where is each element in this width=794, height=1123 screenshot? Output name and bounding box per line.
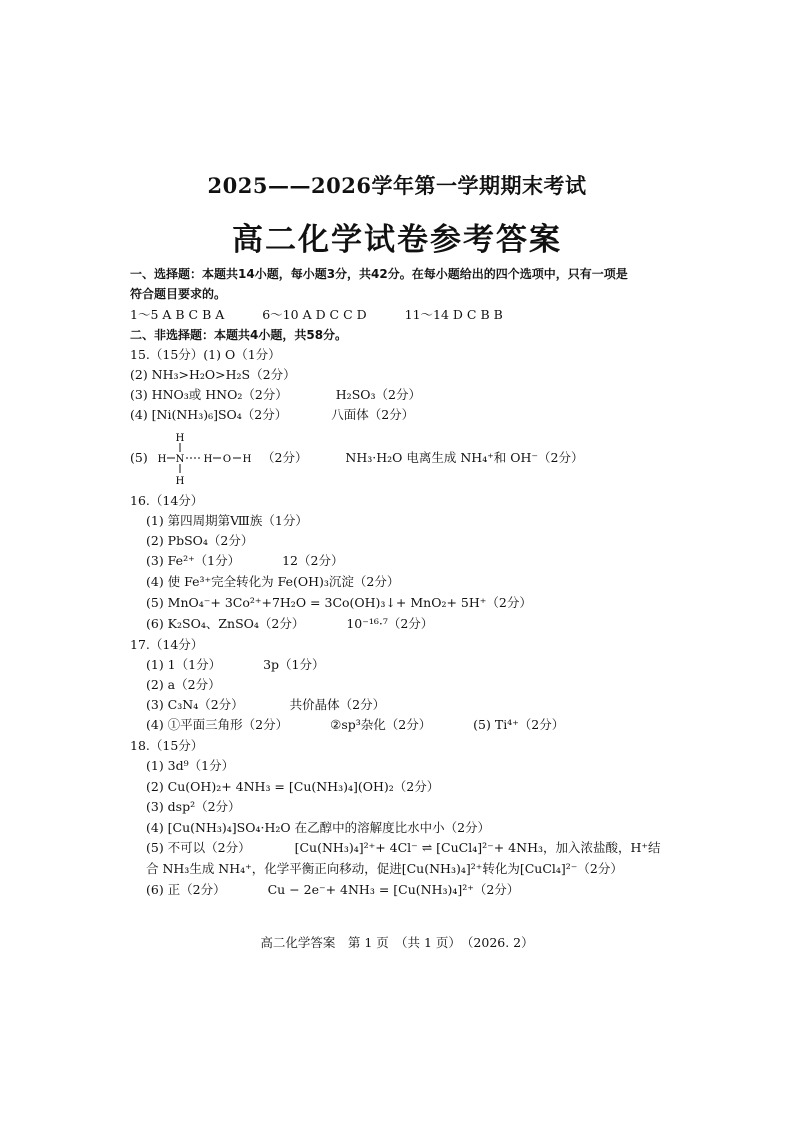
q18-line5-a: (5) 不可以（2分） (146, 840, 251, 855)
section1-heading-line2: 符合题目要求的。 (130, 287, 227, 301)
struct-o: O (222, 454, 232, 465)
struct-h-right: H (242, 454, 252, 465)
q16-head: 16.（14分） (130, 493, 204, 508)
q15-head: 15.（15分）(1) O（1分） (130, 347, 281, 362)
q16-line3-b: 12（2分） (282, 553, 344, 568)
q16-line3 (146, 553, 343, 569)
q16-line3-a: (3) Fe²⁺（1分） (146, 553, 241, 568)
choice-answers-6-10: 6～10 A D C C D (262, 307, 367, 322)
q15-line5-text: NH₃·H₂O 电离生成 NH₄⁺和 OH⁻（2分） (345, 450, 584, 465)
struct-h-top: H (175, 433, 185, 444)
q16-line6-b: 10⁻¹⁶·⁷（2分） (346, 616, 434, 631)
q17-line1 (146, 657, 324, 673)
q18-line4: (4) [Cu(NH₃)₄]SO₄·H₂O 在乙醇中的溶解度比水中小（2分） (146, 820, 491, 835)
q18-line5 (146, 840, 660, 856)
q16-line1: (1) 第四周期第Ⅷ族（1分） (146, 513, 308, 528)
q18-line1: (1) 3d⁹（1分） (146, 758, 235, 773)
q15-line3-b: H₂SO₃（2分） (335, 387, 421, 402)
q15-line3 (130, 387, 421, 403)
q17-line3 (146, 697, 385, 713)
q16-line5: (5) MnO₄⁻+ 3Co²⁺+7H₂O = 3Co(OH)₃↓+ MnO₂+ 5H⁺（2分） (146, 595, 532, 610)
q18-line5-b: [Cu(NH₃)₄]²⁺+ 4Cl⁻ ⇌ [CuCl₄]²⁻+ 4NH₃，加入浓盐酸，H⁺结 (294, 840, 661, 855)
q16-line6-a: (6) K₂SO₄、ZnSO₄（2分） (146, 616, 305, 631)
choice-answers (130, 307, 503, 323)
exam-subtitle: 高二化学试卷参考答案 (232, 222, 562, 258)
page-footer: 高二化学答案 第 1 页 （共 1 页） （2026. 2） (260, 935, 534, 950)
q17-line3-b: 共价晶体（2分） (289, 697, 386, 712)
exam-title: 2025——2026学年第一学期期末考试 (207, 173, 587, 198)
q15-line4 (130, 407, 414, 423)
q18-line6-b: Cu − 2e⁻+ 4NH₃ = [Cu(NH₃)₄]²⁺（2分） (267, 882, 520, 897)
q15-line5 (262, 450, 583, 466)
hydrogen-bond-structure (156, 430, 266, 486)
q17-line4-b: ②sp³杂化（2分） (330, 717, 432, 732)
q17-line4-c: (5) Ti⁴⁺（2分） (473, 717, 565, 732)
q17-line1-a: (1) 1（1分） (146, 657, 222, 672)
q16-line2: (2) PbSO₄（2分） (146, 533, 254, 548)
struct-h-left: H (157, 454, 167, 465)
struct-h-mid: H (203, 454, 213, 465)
choice-answers-11-14: 11～14 D C B B (404, 307, 503, 322)
struct-h-bottom: H (175, 476, 185, 486)
q17-line4-a: (4) ①平面三角形（2分） (146, 717, 289, 732)
struct-n: N (175, 454, 185, 465)
q18-head: 18.（15分） (130, 738, 204, 753)
q17-line2: (2) a（2分） (146, 677, 221, 692)
q18-line6 (146, 882, 519, 898)
q18-line6-a: (6) 正（2分） (146, 882, 226, 897)
q17-line1-b: 3p（1分） (263, 657, 325, 672)
q16-line4: (4) 使 Fe³⁺完全转化为 Fe(OH)₃沉淀（2分） (146, 574, 400, 589)
q17-line3-a: (3) C₃N₄（2分） (146, 697, 244, 712)
q16-line6 (146, 616, 433, 632)
q15-line4-a: (4) [Ni(NH₃)₆]SO₄（2分） (130, 407, 288, 422)
choice-answers-1-5: 1～5 A B C B A (130, 307, 225, 322)
section1-heading-line1: 一、选择题：本题共14小题，每小题3分，共42分。在每小题给出的四个选项中，只有一项是 (130, 267, 628, 281)
q18-line5-cont: 合 NH₃生成 NH₄⁺，化学平衡正向移动，促进[Cu(NH₃)₄]²⁺转化为[CuCl₄]²⁻（2分） (146, 861, 623, 876)
q18-line2: (2) Cu(OH)₂+ 4NH₃ = [Cu(NH₃)₄](OH)₂（2分） (146, 779, 440, 794)
q17-head: 17.（14分） (130, 637, 204, 652)
q18-line3: (3) dsp²（2分） (146, 799, 241, 814)
q15-line3-a: (3) HNO₃或 HNO₂（2分） (130, 387, 288, 402)
section2-heading: 二、非选择题：本题共4小题，共58分。 (130, 328, 348, 342)
q15-line5-score: （2分） (262, 450, 308, 465)
q15-line5-prefix: (5) (130, 450, 148, 465)
q15-line2: (2) NH₃>H₂O>H₂S（2分） (130, 367, 296, 382)
q15-line4-b: 八面体（2分） (331, 407, 415, 422)
q17-line4 (146, 717, 564, 733)
